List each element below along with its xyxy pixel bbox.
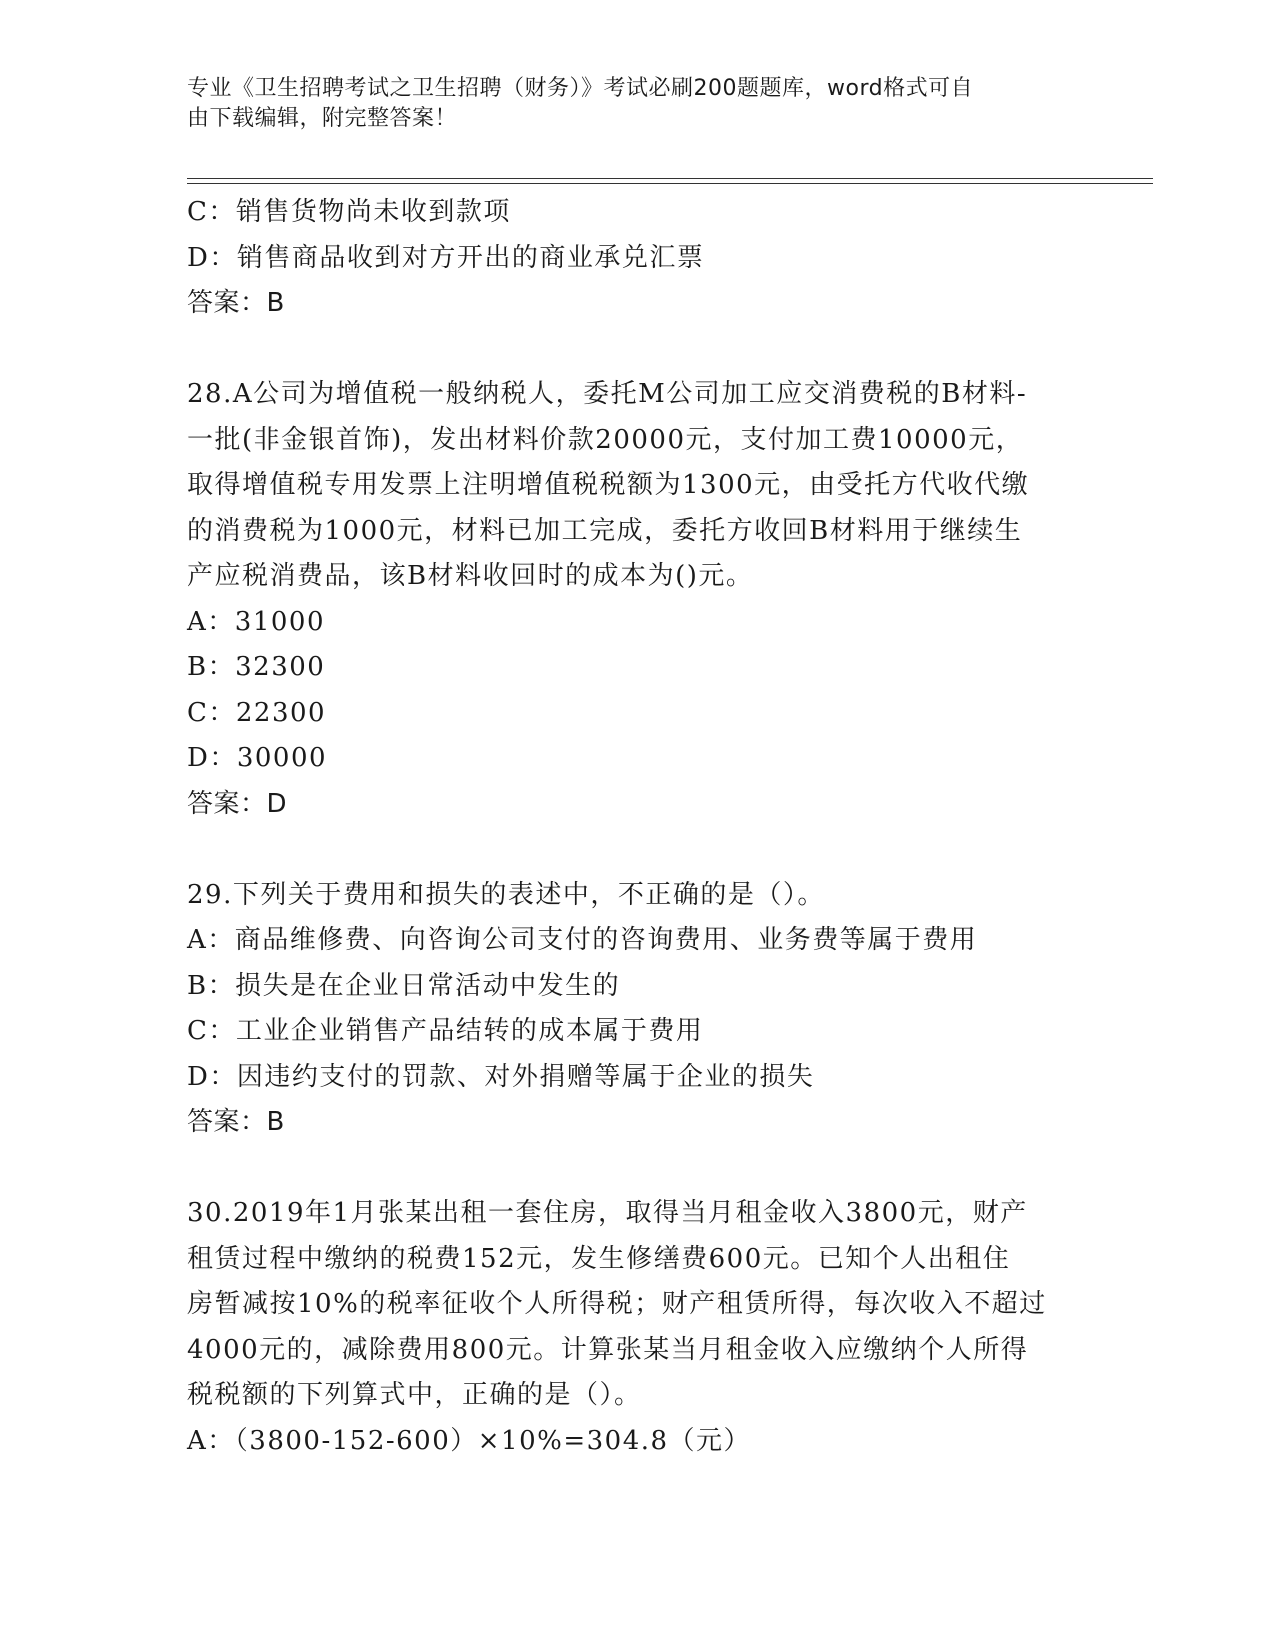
header-divider xyxy=(187,183,1153,184)
option-a: A：商品维修费、向咨询公司支付的咨询费用、业务费等属于费用 xyxy=(187,925,978,955)
spacer xyxy=(187,1146,1087,1192)
question-27-tail xyxy=(187,190,1087,327)
option-a: A：（3800-152-600）×10%=304.8（元） xyxy=(187,1425,752,1456)
option-b: B：损失是在企业日常活动中发生的 xyxy=(187,970,621,1001)
option-c: C：22300 xyxy=(187,697,327,728)
question-30 xyxy=(187,1191,1087,1464)
header-line: 由下载编辑，附完整答案！ xyxy=(187,106,458,131)
question-stem-line: 29.下列关于费用和损失的表述中，不正确的是（）。 xyxy=(187,879,825,910)
option-c: C：工业企业销售产品结转的成本属于费用 xyxy=(187,1016,704,1046)
question-stem-line: 28.A公司为增值税一般纳税人，委托M公司加工应交消费税的B材料- xyxy=(187,379,1028,409)
question-stem-line: 的消费税为1000元，材料已加工完成，委托方收回B材料用于继续生 xyxy=(187,515,1023,546)
question-stem-line: 一批(非金银首饰)，发出材料价款20000元，支付加工费10000元， xyxy=(187,424,1024,455)
answer-line: 答案：D xyxy=(187,788,288,819)
option-c: C：销售货物尚未收到款项 xyxy=(187,197,511,227)
spacer xyxy=(187,827,1087,873)
question-stem-line: 4000元的，减除费用800元。计算张某当月租金收入应缴纳个人所得 xyxy=(187,1334,1029,1365)
option-d: D：30000 xyxy=(187,743,328,773)
question-stem-line: 取得增值税专用发票上注明增值税税额为1300元，由受托方代收代缴 xyxy=(187,470,1030,500)
option-d: D：销售商品收到对方开出的商业承兑汇票 xyxy=(187,242,705,273)
question-28 xyxy=(187,372,1087,827)
option-d: D：因违约支付的罚款、对外捐赠等属于企业的损失 xyxy=(187,1061,815,1092)
header-divider xyxy=(187,178,1153,179)
answer-line: 答案：B xyxy=(187,288,285,318)
question-29 xyxy=(187,873,1087,1146)
question-stem-line: 30.2019年1月张某出租一套住房，取得当月租金收入3800元，财产 xyxy=(187,1198,1028,1228)
spacer xyxy=(187,327,1087,373)
question-stem-line: 产应税消费品，该B材料收回时的成本为()元。 xyxy=(187,561,754,591)
question-stem-line: 税税额的下列算式中，正确的是（）。 xyxy=(187,1380,642,1410)
option-b: B：32300 xyxy=(187,652,326,682)
answer-line: 答案：B xyxy=(187,1107,285,1137)
document-body xyxy=(187,190,1087,1464)
question-stem-line: 租赁过程中缴纳的税费152元，发生修缮费600元。已知个人出租住 xyxy=(187,1243,1011,1274)
question-stem-line: 房暂减按10%的税率征收个人所得税；财产租赁所得，每次收入不超过 xyxy=(187,1289,1047,1319)
header-line: 专业《卫生招聘考试之卫生招聘（财务）》考试必刷200题题库，word格式可自 xyxy=(187,76,974,101)
page-header xyxy=(187,74,1077,134)
option-a: A：31000 xyxy=(187,606,325,637)
